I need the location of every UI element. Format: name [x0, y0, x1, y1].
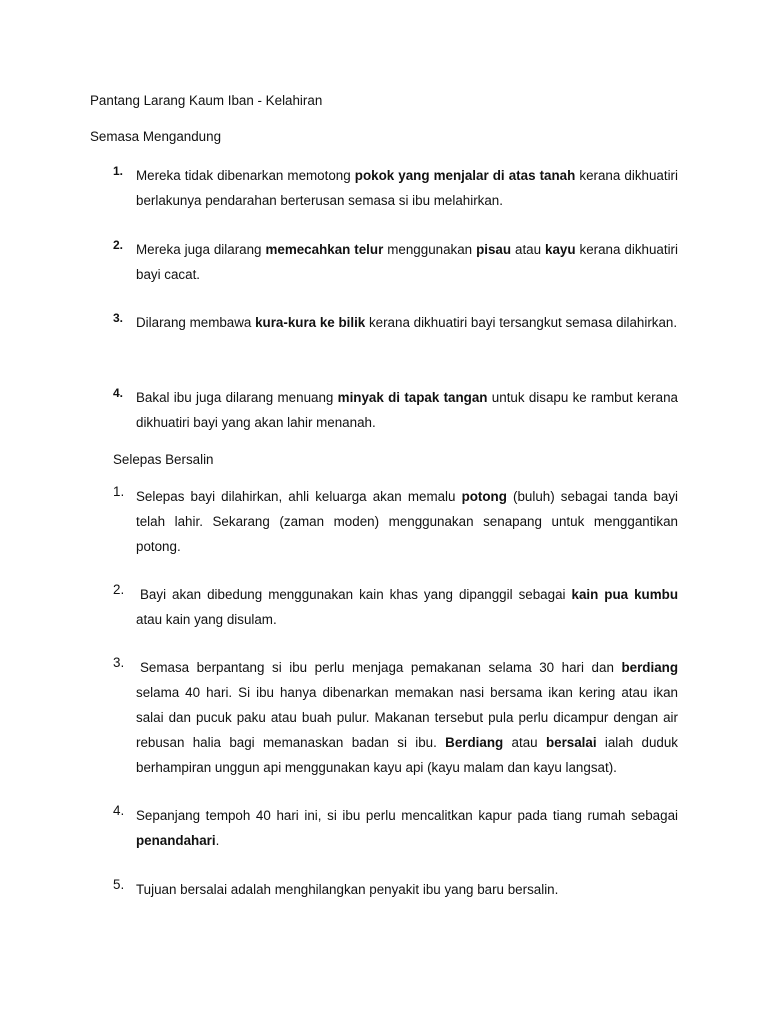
list-item-text: Mereka tidak dibenarkan memotong pokok yang menjalar di atas tanah kerana dikhuatiri berlakunya pendarahan berterusan semasa si ibu melahirkan.	[136, 168, 678, 208]
list-item	[113, 655, 678, 780]
list-number: 4.	[113, 386, 124, 400]
list-item	[113, 310, 678, 335]
list-item	[113, 237, 678, 287]
list-item	[113, 803, 678, 853]
list-number: 1.	[113, 484, 125, 499]
list-item	[113, 877, 678, 902]
list-number: 5.	[113, 877, 125, 892]
list-number: 1.	[113, 164, 124, 178]
list-item	[113, 484, 678, 559]
list-item	[113, 385, 678, 435]
list-item-text: Bakal ibu juga dilarang menuang minyak di tapak tangan untuk disapu ke rambut kerana dikhuatiri bayi yang akan lahir menanah.	[136, 390, 678, 430]
section-heading-semasa-mengandung: Semasa Mengandung	[90, 129, 222, 144]
list-item-text: Selepas bayi dilahirkan, ahli keluarga akan memalu potong (buluh) sebagai tanda bayi telah lahir. Sekarang (zaman moden) menggunakan senapang untuk menggantikan potong.	[136, 489, 678, 554]
list-item-text: Bayi akan dibedung menggunakan kain khas yang dipanggil sebagai kain pua kumbu atau kain yang disulam.	[136, 587, 678, 627]
list-number: 3.	[113, 311, 124, 325]
list-number: 2.	[113, 582, 125, 597]
list-number: 4.	[113, 803, 125, 818]
list-item-text: Mereka juga dilarang memecahkan telur menggunakan pisau atau kayu kerana dikhuatiri bayi cacat.	[136, 242, 678, 282]
list-item-text: Dilarang membawa kura-kura ke bilik kerana dikhuatiri bayi tersangkut semasa dilahirkan.	[136, 315, 678, 330]
list-item-text: Tujuan bersalai adalah menghilangkan penyakit ibu yang baru bersalin.	[136, 882, 559, 897]
list-item	[113, 582, 678, 632]
list-number: 3.	[113, 655, 125, 670]
list-item-text: Sepanjang tempoh 40 hari ini, si ibu perlu mencalitkan kapur pada tiang rumah sebagai penandahari.	[136, 808, 678, 848]
list-number: 2.	[113, 238, 124, 252]
list-item-text: Semasa berpantang si ibu perlu menjaga pemakanan selama 30 hari dan berdiang selama 40 hari. Si ibu hanya dibenarkan memakan nasi bersama ikan kering atau ikan salai dan pucuk paku atau buah pulur. Makanan tersebut pula perlu dicampur dengan air rebusan halia bagi memanaskan badan si ibu. Berdiang atau bersalai ialah duduk berhampiran unggun api menggunakan kayu api (kayu malam dan kayu langsat).	[136, 660, 678, 775]
section-heading-selepas-bersalin: Selepas Bersalin	[113, 452, 214, 467]
list-item	[113, 163, 678, 213]
document-title: Pantang Larang Kaum Iban - Kelahiran	[90, 93, 323, 108]
